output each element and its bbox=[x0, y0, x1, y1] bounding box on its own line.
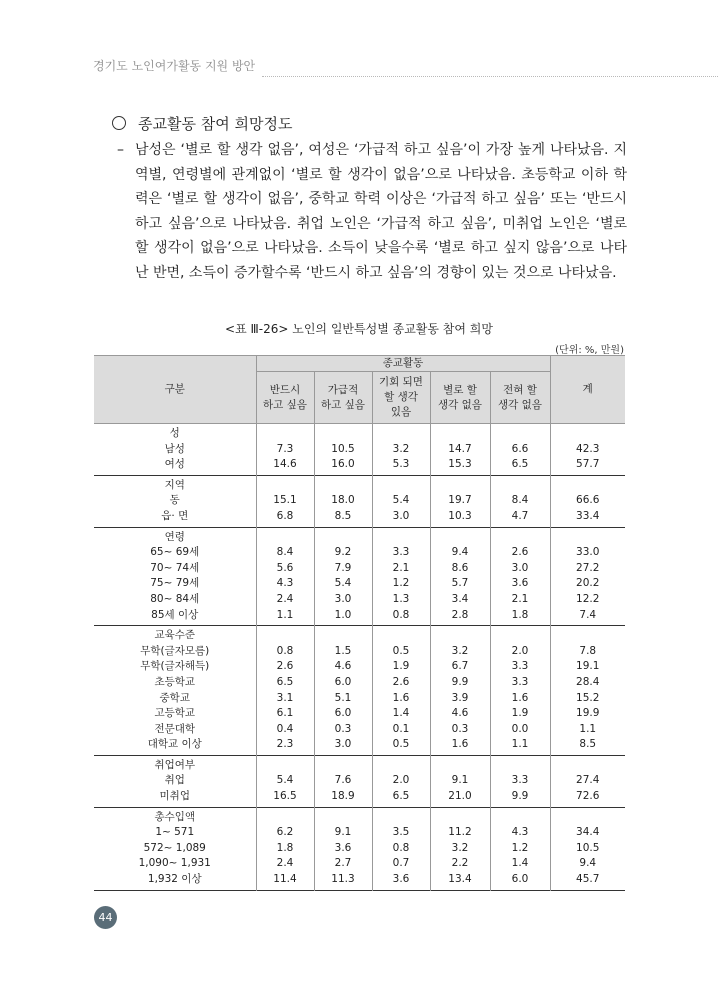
table-cell-value: 9.4 bbox=[579, 857, 597, 870]
table-cell-value: 6.0 bbox=[511, 873, 529, 886]
table-cell-value: 6.8 bbox=[276, 509, 294, 522]
row-label: 중학교 bbox=[159, 691, 190, 704]
table-cell-value: 1.4 bbox=[511, 857, 529, 870]
value-column-cell bbox=[490, 475, 550, 527]
row-label: 남성 bbox=[164, 442, 185, 455]
table-cell-value: 10.5 bbox=[576, 841, 600, 854]
table-cell-value: 2.6 bbox=[276, 660, 294, 673]
table-cell-value: 28.4 bbox=[576, 675, 600, 688]
value-column-cell bbox=[256, 755, 314, 807]
table-cell-value: 2.6 bbox=[392, 675, 410, 688]
value-column-cell bbox=[256, 527, 314, 626]
table-cell-value: 0.0 bbox=[511, 722, 529, 735]
table-cell-value: 3.4 bbox=[451, 592, 469, 605]
table-cell-value: 19.9 bbox=[576, 707, 600, 720]
table-cell-value: 1.1 bbox=[579, 722, 597, 735]
table-cell-value: 0.8 bbox=[276, 644, 294, 657]
table-cell-value: 20.2 bbox=[576, 577, 600, 590]
table-cell-value: 4.3 bbox=[511, 826, 529, 839]
table-cell-value: 3.2 bbox=[451, 841, 469, 854]
value-column-cell bbox=[430, 475, 490, 527]
group-labels-cell bbox=[94, 626, 256, 756]
table-cell-value: 6.6 bbox=[511, 442, 529, 455]
group-labels-cell bbox=[94, 807, 256, 890]
header-group-column: 구분 bbox=[94, 356, 256, 424]
table-cell-value: 3.3 bbox=[511, 675, 529, 688]
table-cell-value: 5.4 bbox=[392, 494, 410, 507]
value-column-cell bbox=[256, 475, 314, 527]
table-cell-value: 2.1 bbox=[511, 592, 529, 605]
value-column-cell bbox=[430, 755, 490, 807]
table-cell-value: 0.3 bbox=[451, 722, 469, 735]
table-cell-value: 3.5 bbox=[392, 826, 410, 839]
table-cell-value: 11.3 bbox=[331, 873, 355, 886]
table-cell-value: 15.3 bbox=[448, 458, 472, 471]
table-cell-value: 5.4 bbox=[276, 774, 294, 787]
table-cell-value: 0.1 bbox=[392, 722, 410, 735]
table-cell-value: 16.5 bbox=[273, 790, 297, 803]
table-cell-value: 6.5 bbox=[511, 458, 529, 471]
value-column-cell bbox=[372, 626, 430, 756]
dash-bullet: – bbox=[117, 142, 124, 158]
table-cell-value: 2.7 bbox=[334, 857, 352, 870]
table-cell-value: 7.6 bbox=[334, 774, 352, 787]
header-col-4: 별로 할 생각 없음 bbox=[430, 372, 490, 424]
table-unit: (단위: %, 만원) bbox=[555, 345, 624, 356]
table-cell-value: 15.2 bbox=[576, 691, 600, 704]
table-cell-value: 45.7 bbox=[576, 873, 600, 886]
row-label: 85세 이상 bbox=[151, 608, 199, 621]
table-group-row bbox=[94, 755, 625, 807]
table-cell-value: 0.4 bbox=[276, 722, 294, 735]
table-cell-value: 18.9 bbox=[331, 790, 355, 803]
table-cell-value: 8.4 bbox=[511, 494, 529, 507]
group-labels-cell bbox=[94, 755, 256, 807]
table-cell-value: 6.5 bbox=[392, 790, 410, 803]
table-cell-value: 1.9 bbox=[511, 707, 529, 720]
table-cell-value: 19.7 bbox=[448, 494, 472, 507]
table-cell-value: 9.1 bbox=[451, 774, 469, 787]
table-cell-value: 1.4 bbox=[392, 707, 410, 720]
hollow-circle-bullet-icon bbox=[112, 116, 126, 130]
table-cell-value: 10.3 bbox=[448, 509, 472, 522]
row-label: 1~ 571 bbox=[155, 826, 195, 839]
table-cell-value: 6.1 bbox=[276, 707, 294, 720]
header-activity: 종교활동 bbox=[256, 356, 550, 372]
table-cell-value: 1.6 bbox=[392, 691, 410, 704]
table-cell-value: 15.1 bbox=[273, 494, 297, 507]
value-column-cell bbox=[372, 527, 430, 626]
table-cell-value: 5.4 bbox=[334, 577, 352, 590]
group-title: 취업여부 bbox=[154, 758, 196, 771]
table-cell-value: 5.6 bbox=[276, 561, 294, 574]
table-cell-value: 13.4 bbox=[448, 873, 472, 886]
value-column-cell bbox=[314, 807, 372, 890]
row-label: 읍· 면 bbox=[161, 509, 189, 522]
body-paragraph-block bbox=[117, 138, 627, 285]
total-column-cell bbox=[550, 424, 625, 476]
table-cell-value: 2.0 bbox=[392, 774, 410, 787]
table-cell-value: 1.9 bbox=[392, 660, 410, 673]
table-cell-value: 42.3 bbox=[576, 442, 600, 455]
group-title: 지역 bbox=[164, 478, 185, 491]
value-column-cell bbox=[372, 475, 430, 527]
table-cell-value: 9.1 bbox=[334, 826, 352, 839]
group-title: 연령 bbox=[164, 530, 185, 543]
value-column-cell bbox=[256, 626, 314, 756]
table-cell-value: 3.0 bbox=[334, 592, 352, 605]
table-cell-value: 3.0 bbox=[334, 738, 352, 751]
table-cell-value: 2.2 bbox=[451, 857, 469, 870]
table-cell-value: 11.2 bbox=[448, 826, 472, 839]
row-label: 572~ 1,089 bbox=[143, 841, 206, 854]
table-cell-value: 2.6 bbox=[511, 546, 529, 559]
table-cell-value: 0.5 bbox=[392, 644, 410, 657]
table-cell-value: 1.8 bbox=[511, 608, 529, 621]
table-cell-value: 72.6 bbox=[576, 790, 600, 803]
table-cell-value: 8.5 bbox=[334, 509, 352, 522]
table-cell-value: 66.6 bbox=[576, 494, 600, 507]
value-column-cell bbox=[430, 626, 490, 756]
table-cell-value: 57.7 bbox=[576, 458, 600, 471]
table-cell-value: 21.0 bbox=[448, 790, 472, 803]
table-cell-value: 0.3 bbox=[334, 722, 352, 735]
group-labels-cell bbox=[94, 475, 256, 527]
row-label: 미취업 bbox=[159, 790, 190, 803]
table-cell-value: 4.6 bbox=[334, 660, 352, 673]
table-cell-value: 1.0 bbox=[334, 608, 352, 621]
table-cell-value: 7.8 bbox=[579, 644, 597, 657]
table-cell-value: 10.5 bbox=[331, 442, 355, 455]
value-column-cell bbox=[372, 424, 430, 476]
table-cell-value: 14.7 bbox=[448, 442, 472, 455]
row-label: 초등학교 bbox=[154, 675, 196, 688]
row-label: 65~ 69세 bbox=[150, 546, 200, 559]
table-group-row bbox=[94, 527, 625, 626]
total-column-cell bbox=[550, 755, 625, 807]
table-cell-value: 5.3 bbox=[392, 458, 410, 471]
table-cell-value: 5.7 bbox=[451, 577, 469, 590]
table-cell-value: 3.2 bbox=[392, 442, 410, 455]
table-cell-value: 6.7 bbox=[451, 660, 469, 673]
table-cell-value: 9.4 bbox=[451, 546, 469, 559]
group-labels-cell bbox=[94, 527, 256, 626]
table-group-row bbox=[94, 424, 625, 476]
value-column-cell bbox=[490, 527, 550, 626]
group-labels-cell bbox=[94, 424, 256, 476]
table-cell-value: 1.2 bbox=[392, 577, 410, 590]
section-title: 종교활동 참여 희망정도 bbox=[138, 115, 293, 133]
table-cell-value: 1.1 bbox=[276, 608, 294, 621]
table-cell-value: 1.1 bbox=[511, 738, 529, 751]
value-column-cell bbox=[430, 527, 490, 626]
total-column-cell bbox=[550, 807, 625, 890]
value-column-cell bbox=[256, 807, 314, 890]
row-label: 고등학교 bbox=[154, 707, 196, 720]
header-divider bbox=[262, 76, 718, 77]
table-cell-value: 18.0 bbox=[331, 494, 355, 507]
running-title: 경기도 노인여가활동 지원 방안 bbox=[93, 59, 256, 73]
table-cell-value: 3.3 bbox=[511, 660, 529, 673]
table-cell-value: 9.9 bbox=[511, 790, 529, 803]
table-cell-value: 1.8 bbox=[276, 841, 294, 854]
row-label: 70~ 74세 bbox=[150, 561, 200, 574]
table-cell-value: 1.2 bbox=[511, 841, 529, 854]
value-column-cell bbox=[372, 755, 430, 807]
table-cell-value: 16.0 bbox=[331, 458, 355, 471]
table-cell-value: 7.9 bbox=[334, 561, 352, 574]
row-label: 취업 bbox=[164, 774, 185, 787]
table-cell-value: 27.4 bbox=[576, 774, 600, 787]
section-heading bbox=[112, 113, 292, 134]
header-col-5: 전혀 할 생각 없음 bbox=[490, 372, 550, 424]
table-group-row bbox=[94, 626, 625, 756]
table-cell-value: 27.2 bbox=[576, 561, 600, 574]
table-cell-value: 1.3 bbox=[392, 592, 410, 605]
table-cell-value: 33.4 bbox=[576, 509, 600, 522]
table-cell-value: 11.4 bbox=[273, 873, 297, 886]
table-cell-value: 3.6 bbox=[334, 841, 352, 854]
table-cell-value: 6.0 bbox=[334, 675, 352, 688]
value-column-cell bbox=[314, 527, 372, 626]
table-group-row bbox=[94, 475, 625, 527]
value-column-cell bbox=[490, 626, 550, 756]
header-col-1: 반드시 하고 싶음 bbox=[256, 372, 314, 424]
table-cell-value: 19.1 bbox=[576, 660, 600, 673]
value-column-cell bbox=[314, 475, 372, 527]
body-paragraph: 남성은 ‘별로 할 생각 없음’, 여성은 ‘가급적 하고 싶음’이 가장 높게 나타났음. 지역별, 연령별에 관계없이 ‘별로 할 생각이 없음’으로 나타났음. 초등학교 이하 학력은 ‘별로 할 생각이 없음’, 중학교 학력 이상은 ‘가급적 하고 싶음’ 또는 ‘반드시 하고 싶음’으로 나타났음. 취업 노인은 ‘가급적 하고 싶음’, 미취업 노인은 ‘별로 할 생각이 없음’으로 나타났음. 소득이 낮을수록 ‘별로 하고 싶지 않음’으로 나타난 반면, 소득이 증가할수록 ‘반드시 하고 싶음’의 경향이 있는 것으로 나타났음. bbox=[135, 142, 627, 281]
table-cell-value: 3.3 bbox=[392, 546, 410, 559]
table-cell-value: 0.8 bbox=[392, 841, 410, 854]
value-column-cell bbox=[430, 807, 490, 890]
table-cell-value: 2.0 bbox=[511, 644, 529, 657]
table-cell-value: 6.0 bbox=[334, 707, 352, 720]
table-cell-value: 2.1 bbox=[392, 561, 410, 574]
value-column-cell bbox=[256, 424, 314, 476]
table-cell-value: 4.3 bbox=[276, 577, 294, 590]
table-cell-value: 3.2 bbox=[451, 644, 469, 657]
table-caption: <표 Ⅲ-26> 노인의 일반특성별 종교활동 참여 희망 bbox=[225, 322, 493, 336]
table-cell-value: 7.3 bbox=[276, 442, 294, 455]
table-group-row bbox=[94, 807, 625, 890]
table-cell-value: 2.3 bbox=[276, 738, 294, 751]
table-cell-value: 3.6 bbox=[392, 873, 410, 886]
table-cell-value: 6.5 bbox=[276, 675, 294, 688]
table-cell-value: 33.0 bbox=[576, 546, 600, 559]
table-cell-value: 9.2 bbox=[334, 546, 352, 559]
table-cell-value: 1.6 bbox=[511, 691, 529, 704]
header-col-2: 가급적 하고 싶음 bbox=[314, 372, 372, 424]
table-cell-value: 7.4 bbox=[579, 608, 597, 621]
row-label: 무학(글자모름) bbox=[140, 644, 210, 657]
total-column-cell bbox=[550, 626, 625, 756]
table-cell-value: 2.4 bbox=[276, 592, 294, 605]
table-cell-value: 4.6 bbox=[451, 707, 469, 720]
table-cell-value: 3.3 bbox=[511, 774, 529, 787]
table-cell-value: 9.9 bbox=[451, 675, 469, 688]
row-label: 무학(글자해득) bbox=[140, 660, 210, 673]
table-cell-value: 14.6 bbox=[273, 458, 297, 471]
table-cell-value: 8.4 bbox=[276, 546, 294, 559]
table-cell-value: 3.0 bbox=[511, 561, 529, 574]
row-label: 전문대학 bbox=[154, 722, 196, 735]
table-cell-value: 5.1 bbox=[334, 691, 352, 704]
value-column-cell bbox=[490, 807, 550, 890]
row-label: 대학교 이상 bbox=[147, 738, 202, 751]
data-table bbox=[94, 355, 625, 891]
table-cell-value: 4.7 bbox=[511, 509, 529, 522]
table-cell-value: 34.4 bbox=[576, 826, 600, 839]
value-column-cell bbox=[314, 424, 372, 476]
table-cell-value: 8.6 bbox=[451, 561, 469, 574]
table-cell-value: 0.5 bbox=[392, 738, 410, 751]
table-cell-value: 1.6 bbox=[451, 738, 469, 751]
table-cell-value: 3.0 bbox=[392, 509, 410, 522]
row-label: 동 bbox=[169, 494, 180, 507]
row-label: 80~ 84세 bbox=[150, 592, 200, 605]
value-column-cell bbox=[314, 755, 372, 807]
page-number-badge: 44 bbox=[94, 906, 117, 929]
value-column-cell bbox=[430, 424, 490, 476]
table-cell-value: 3.9 bbox=[451, 691, 469, 704]
table-cell-value: 6.2 bbox=[276, 826, 294, 839]
group-title: 성 bbox=[169, 427, 180, 439]
header-col-3: 기회 되면 할 생각 있음 bbox=[372, 372, 430, 424]
row-label: 1,090~ 1,931 bbox=[138, 857, 211, 870]
table-cell-value: 1.5 bbox=[334, 644, 352, 657]
table-cell-value: 8.5 bbox=[579, 738, 597, 751]
row-label: 75~ 79세 bbox=[150, 577, 200, 590]
total-column-cell bbox=[550, 475, 625, 527]
table-cell-value: 3.1 bbox=[276, 691, 294, 704]
row-label: 1,932 이상 bbox=[147, 873, 202, 886]
row-label: 여성 bbox=[164, 458, 185, 471]
table-cell-value: 0.8 bbox=[392, 608, 410, 621]
value-column-cell bbox=[490, 424, 550, 476]
group-title: 교육수준 bbox=[154, 629, 196, 642]
table-cell-value: 3.6 bbox=[511, 577, 529, 590]
value-column-cell bbox=[490, 755, 550, 807]
table-cell-value: 2.4 bbox=[276, 857, 294, 870]
table-cell-value: 0.7 bbox=[392, 857, 410, 870]
value-column-cell bbox=[372, 807, 430, 890]
total-column-cell bbox=[550, 527, 625, 626]
table-cell-value: 2.8 bbox=[451, 608, 469, 621]
value-column-cell bbox=[314, 626, 372, 756]
group-title: 총수입액 bbox=[154, 810, 196, 823]
table-cell-value: 12.2 bbox=[576, 592, 600, 605]
header-total: 계 bbox=[550, 356, 625, 424]
